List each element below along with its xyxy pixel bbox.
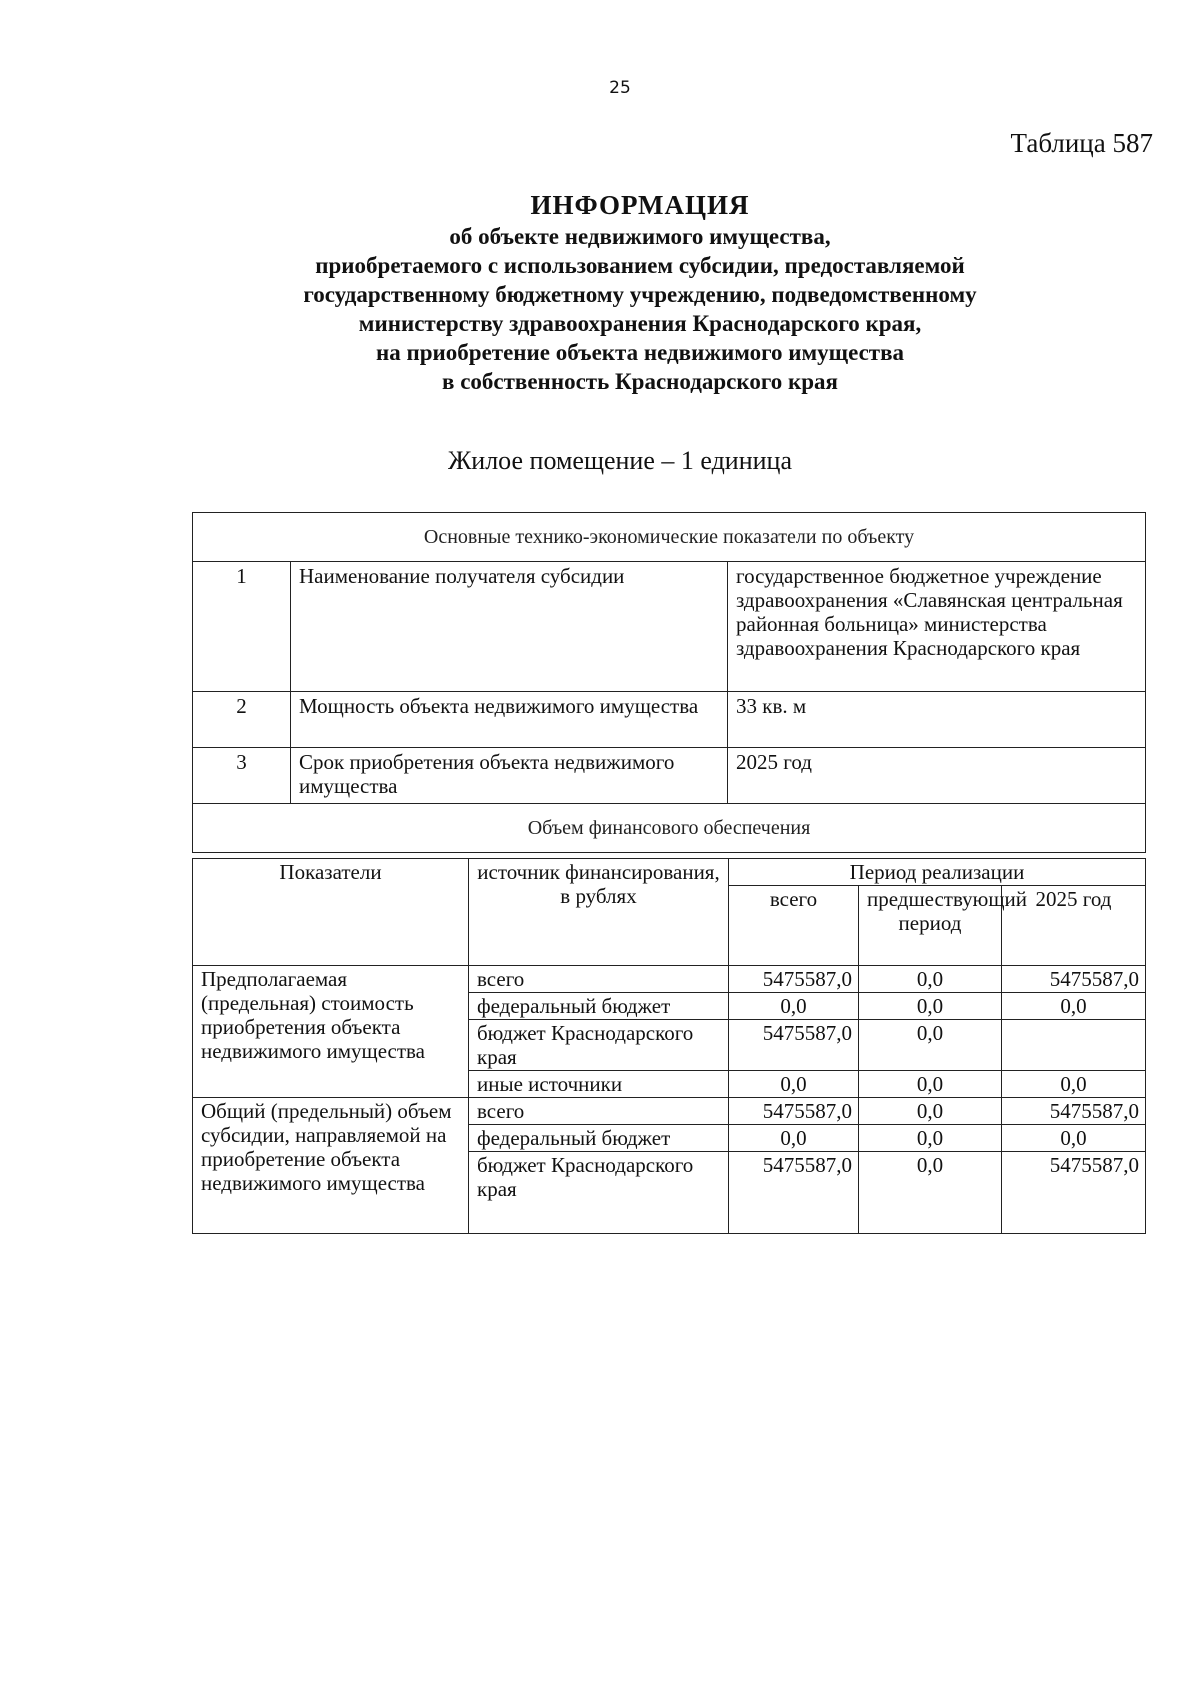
table-label: Таблица 587 (1010, 128, 1153, 158)
year-cell: 0,0 (1002, 993, 1146, 1020)
finance-table (192, 858, 1146, 1234)
year-cell: 0,0 (1002, 1125, 1146, 1152)
finance-header: Объем финансового обеспечения (193, 804, 1146, 853)
prev-cell: 0,0 (859, 1020, 1002, 1071)
source-cell: иные источники (469, 1071, 729, 1098)
row-value: 2025 год (728, 748, 1146, 804)
title-line: министерству здравоохранения Краснодарского края, (358, 311, 922, 336)
finance-head-row (193, 859, 1146, 886)
indicators-table (192, 512, 1146, 853)
prev-cell: 0,0 (859, 966, 1002, 993)
total-cell: 0,0 (729, 1071, 859, 1098)
col-year: 2025 год (1002, 886, 1146, 966)
prev-cell: 0,0 (859, 1098, 1002, 1125)
total-cell: 5475587,0 (729, 1098, 859, 1125)
source-cell: федеральный бюджет (469, 1125, 729, 1152)
year-cell: 5475587,0 (1002, 1152, 1146, 1234)
finance-header-row (193, 804, 1146, 853)
col-total: всего (729, 886, 859, 966)
row-name: Срок приобретения объекта недвижимого имущества (291, 748, 728, 804)
group-label: Предполагаемая (предельная) стоимость приобретения объекта недвижимого имущества (193, 966, 469, 1098)
year-cell: 0,0 (1002, 1071, 1146, 1098)
title-line: государственному бюджетному учреждению, подведомственному (303, 282, 977, 307)
title-main: ИНФОРМАЦИЯ (530, 190, 750, 220)
table-row (193, 748, 1146, 804)
col-period: Период реализации (729, 859, 1146, 886)
source-cell: всего (469, 966, 729, 993)
year-cell: 5475587,0 (1002, 966, 1146, 993)
row-number: 1 (193, 562, 291, 692)
source-cell: бюджет Краснодарского края (469, 1152, 729, 1234)
row-value: государственное бюджетное учреждение здравоохранения «Славянская центральная районная больница» министерства здравоохранения Краснодарского края (728, 562, 1146, 692)
document-title (180, 188, 1100, 396)
prev-cell: 0,0 (859, 1125, 1002, 1152)
total-cell: 0,0 (729, 1125, 859, 1152)
prev-cell: 0,0 (859, 1071, 1002, 1098)
table-row (193, 562, 1146, 692)
title-line: на приобретение объекта недвижимого имущества (375, 340, 905, 365)
title-line: в собственность Краснодарского края (442, 369, 838, 394)
prev-cell: 0,0 (859, 1152, 1002, 1234)
col-prev: предшествующий период (859, 886, 1002, 966)
table-row (193, 966, 1146, 993)
prev-cell: 0,0 (859, 993, 1002, 1020)
col-source: источник финансирования, в рублях (469, 859, 729, 966)
object-subject: Жилое помещение – 1 единица (447, 446, 792, 475)
total-cell: 5475587,0 (729, 1152, 859, 1234)
col-indicators: Показатели (193, 859, 469, 966)
source-cell: бюджет Краснодарского края (469, 1020, 729, 1071)
group-label: Общий (предельный) объем субсидии, направляемой на приобретение объекта недвижимого имущества (193, 1098, 469, 1234)
table-row (193, 1098, 1146, 1125)
table-row (193, 692, 1146, 748)
total-cell: 5475587,0 (729, 1020, 859, 1071)
title-line: приобретаемого с использованием субсидии, предоставляемой (315, 253, 965, 278)
page-number: 25 (609, 78, 631, 98)
row-name: Наименование получателя субсидии (291, 562, 728, 692)
row-value: 33 кв. м (728, 692, 1146, 748)
year-cell: 5475587,0 (1002, 1098, 1146, 1125)
row-number: 2 (193, 692, 291, 748)
year-cell (1002, 1020, 1146, 1071)
title-line: об объекте недвижимого имущества, (449, 224, 831, 249)
source-cell: федеральный бюджет (469, 993, 729, 1020)
indicators-header: Основные технико-экономические показатели по объекту (193, 513, 1146, 562)
source-cell: всего (469, 1098, 729, 1125)
total-cell: 5475587,0 (729, 966, 859, 993)
row-name: Мощность объекта недвижимого имущества (291, 692, 728, 748)
row-number: 3 (193, 748, 291, 804)
total-cell: 0,0 (729, 993, 859, 1020)
indicators-header-row (193, 513, 1146, 562)
